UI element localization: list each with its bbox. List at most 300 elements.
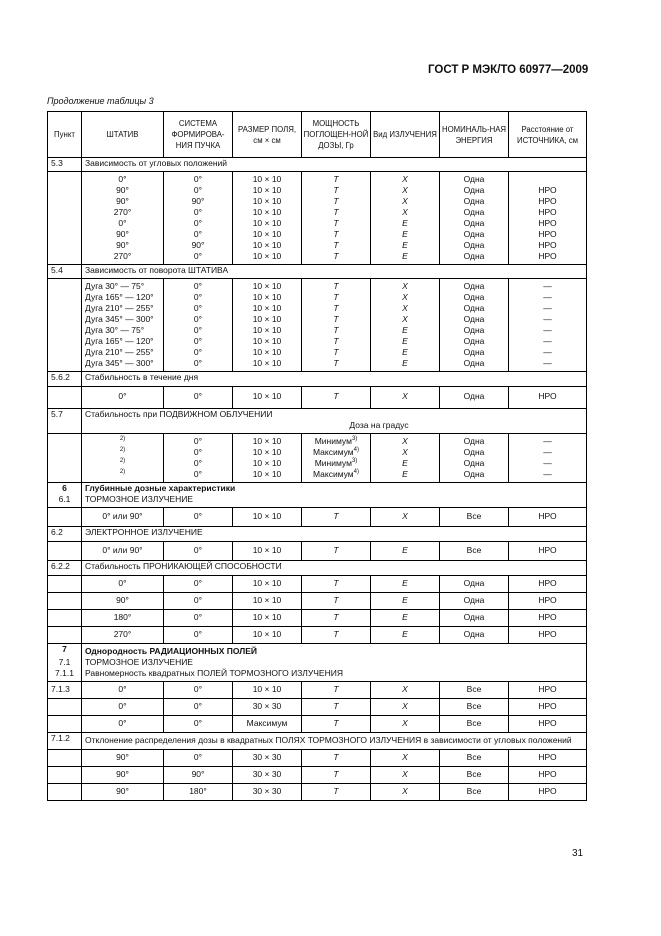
table-cell: T	[302, 698, 371, 715]
table-cell: 90°	[164, 240, 233, 251]
section-row	[48, 265, 587, 279]
table-row	[48, 347, 587, 358]
document-id: ГОСТ Р МЭК/ТО 60977—2009	[428, 64, 589, 76]
table-cell: 10 × 10	[233, 575, 302, 592]
table-cell: Одна	[440, 575, 509, 592]
table-cell: 0°	[164, 314, 233, 325]
table-cell: НРО	[509, 507, 587, 526]
table-cell: 10 × 10	[233, 436, 302, 447]
table-cell: Отклонение распределения дозы в квадратных ПОЛЯХ ТОРМОЗНОГО ИЗЛУЧЕНИЯ в зависимости от угловых положений	[82, 732, 587, 749]
table-cell: T	[302, 174, 371, 185]
table-row	[48, 749, 587, 766]
table-cell	[48, 196, 82, 207]
table-header-row	[48, 112, 587, 158]
table-cell: Все	[440, 783, 509, 800]
table-cell: T	[302, 218, 371, 229]
table-cell	[48, 458, 82, 469]
table-cell	[48, 174, 82, 185]
table-cell: T	[302, 358, 371, 369]
table-row	[48, 541, 587, 560]
table-cell	[302, 469, 371, 480]
table-row	[48, 626, 587, 643]
table-cell: 0°	[164, 592, 233, 609]
table-cell: Дуга 345° — 300°	[82, 358, 164, 369]
table-cell: E	[371, 347, 440, 358]
table-cell: 0° или 90°	[82, 541, 164, 560]
table-row	[48, 303, 587, 314]
table-cell: 90°	[82, 185, 164, 196]
dose-rate-label: Максимум	[313, 446, 354, 457]
table-cell: 0°	[164, 251, 233, 262]
table-cell: 0°	[164, 281, 233, 292]
section-row	[48, 668, 587, 682]
table-cell: НРО	[509, 229, 587, 240]
table-cell: 10 × 10	[233, 325, 302, 336]
table-cell: 0°	[164, 626, 233, 643]
table-cell: 0°	[164, 229, 233, 240]
table-cell: Дуга 30° — 75°	[82, 325, 164, 336]
table-cell: T	[302, 196, 371, 207]
col-header: Пункт	[48, 112, 82, 158]
table-cell: 10 × 10	[233, 347, 302, 358]
table-cell	[48, 336, 82, 347]
table-cell: X	[371, 715, 440, 732]
table-cell: X	[371, 185, 440, 196]
table-cell	[48, 185, 82, 196]
footnote-marker: 4)	[353, 468, 359, 475]
table-cell: 10 × 10	[233, 240, 302, 251]
table-cell: 0°	[164, 575, 233, 592]
table-cell: 0°	[164, 469, 233, 480]
table-cell: Одна	[440, 447, 509, 458]
table-cell: 5.7	[48, 408, 82, 420]
table-cell: —	[509, 347, 587, 358]
table-cell: НРО	[509, 218, 587, 229]
table-cell: 90°	[82, 783, 164, 800]
footnote-marker: 3)	[351, 457, 358, 464]
table-cell: X	[371, 314, 440, 325]
table-cell: 10 × 10	[233, 447, 302, 458]
table-cell: Стабильность в течение дня	[82, 372, 587, 387]
table-cell: E	[371, 541, 440, 560]
table-cell: НРО	[509, 196, 587, 207]
table-cell: Одна	[440, 207, 509, 218]
table-cell: НРО	[509, 541, 587, 560]
table-cell: 30 × 30	[233, 766, 302, 783]
table-cell: X	[371, 303, 440, 314]
table-cell: 7.1	[48, 657, 82, 668]
table-cell: 6.2	[48, 526, 82, 541]
table-cell	[48, 609, 82, 626]
table-cell: X	[371, 681, 440, 698]
section-row	[48, 372, 587, 387]
table-row	[48, 281, 587, 292]
table-cell: E	[371, 336, 440, 347]
section-row	[48, 657, 587, 668]
table-cell: 10 × 10	[233, 358, 302, 369]
table-cell: 270°	[82, 251, 164, 262]
table-cell: 0°	[164, 436, 233, 447]
table-cell	[48, 575, 82, 592]
table-cell	[48, 447, 82, 458]
table-cell: Глубинные дозные характеристики	[82, 482, 587, 494]
table-cell: X	[371, 281, 440, 292]
table-cell: 6	[48, 482, 82, 494]
table-cell: НРО	[509, 749, 587, 766]
table-cell: 0°	[164, 174, 233, 185]
table-cell: 90°	[82, 229, 164, 240]
section-row	[48, 643, 587, 657]
table-cell: 270°	[82, 207, 164, 218]
table-cell: 5.4	[48, 265, 82, 279]
table-row	[48, 609, 587, 626]
table-cell	[48, 218, 82, 229]
table-cell: Дуга 165° — 120°	[82, 292, 164, 303]
table-cell: Одна	[440, 358, 509, 369]
table-cell: 0°	[164, 336, 233, 347]
table-cell: 90°	[82, 592, 164, 609]
table-cell: X	[371, 698, 440, 715]
table-row	[48, 325, 587, 336]
table-cell: —	[509, 458, 587, 469]
table-cell: 7	[48, 643, 82, 657]
table-row	[48, 207, 587, 218]
table-cell: T	[302, 575, 371, 592]
table-cell: Все	[440, 541, 509, 560]
table-cell	[48, 420, 82, 434]
table-cell	[48, 783, 82, 800]
table-cell	[48, 507, 82, 526]
table-row	[48, 447, 587, 458]
section-row	[48, 494, 587, 508]
table-cell: 0°	[164, 207, 233, 218]
table-cell: Одна	[440, 458, 509, 469]
table-cell: Все	[440, 681, 509, 698]
table-cell: 2)	[82, 458, 164, 469]
table-cell: 10 × 10	[233, 507, 302, 526]
table-cell: Стабильность при ПОДВИЖНОМ ОБЛУЧЕНИИ	[82, 408, 587, 420]
table-cell: НРО	[509, 387, 587, 406]
table-cell: 10 × 10	[233, 387, 302, 406]
table-row	[48, 196, 587, 207]
table-cell: 10 × 10	[233, 185, 302, 196]
table-cell: 2)	[82, 447, 164, 458]
table-cell	[302, 458, 371, 469]
table-cell: Все	[440, 749, 509, 766]
table-cell: 30 × 30	[233, 749, 302, 766]
table-cell: 0°	[82, 174, 164, 185]
table-cell	[48, 387, 82, 406]
table-cell: 0°	[82, 698, 164, 715]
table-cell: НРО	[509, 609, 587, 626]
table-cell: E	[371, 458, 440, 469]
table-cell: НРО	[509, 626, 587, 643]
table-cell	[48, 715, 82, 732]
col-header: СИСТЕМА ФОРМИРОВА-НИЯ ПУЧКА	[164, 112, 233, 158]
table-cell: Зависимость от поворота ШТАТИВА	[82, 265, 587, 279]
table-cell: T	[302, 715, 371, 732]
table-continuation-caption: Продолжение таблицы 3	[47, 96, 154, 106]
table-cell: X	[371, 292, 440, 303]
section-row	[48, 526, 587, 541]
table-cell: 10 × 10	[233, 196, 302, 207]
table-row	[48, 174, 587, 185]
table-cell: НРО	[509, 575, 587, 592]
table-cell	[48, 766, 82, 783]
table-cell	[48, 303, 82, 314]
table-cell: 10 × 10	[233, 458, 302, 469]
section-row	[48, 732, 587, 749]
table-cell: T	[302, 507, 371, 526]
table-cell: —	[509, 469, 587, 480]
table-cell: 6.2.2	[48, 560, 82, 575]
table-cell: 0°	[164, 681, 233, 698]
table-cell: X	[371, 196, 440, 207]
table-cell: —	[509, 303, 587, 314]
table-cell: НРО	[509, 766, 587, 783]
table-cell: 0°	[164, 698, 233, 715]
table-cell: Все	[440, 766, 509, 783]
table-row	[48, 387, 587, 406]
table-cell: Все	[440, 715, 509, 732]
table-cell: 0°	[164, 609, 233, 626]
table-cell: Одна	[440, 626, 509, 643]
table-cell: 0°	[82, 575, 164, 592]
table-cell: Дуга 30° — 75°	[82, 281, 164, 292]
section-row	[48, 560, 587, 575]
section-row	[48, 158, 587, 172]
table-row	[48, 458, 587, 469]
table-cell: Дуга 210° — 255°	[82, 303, 164, 314]
table-cell: T	[302, 325, 371, 336]
table-cell: 0°	[164, 218, 233, 229]
table-cell: —	[509, 281, 587, 292]
table-row	[48, 240, 587, 251]
table-cell: T	[302, 314, 371, 325]
table-row	[48, 314, 587, 325]
table-row	[48, 436, 587, 447]
specification-table	[47, 111, 587, 801]
table-cell: T	[302, 292, 371, 303]
table-cell: —	[509, 447, 587, 458]
page-number: 31	[572, 848, 584, 859]
table-cell: 10 × 10	[233, 281, 302, 292]
table-row	[48, 507, 587, 526]
table-cell: Одна	[440, 229, 509, 240]
table-cell: 0°	[164, 347, 233, 358]
table-row	[48, 229, 587, 240]
dose-rate-label: Минимум	[314, 457, 352, 468]
table-cell: 0°	[164, 325, 233, 336]
footnote-marker: 3)	[351, 435, 358, 442]
table-cell	[302, 436, 371, 447]
table-cell: Одна	[440, 314, 509, 325]
table-cell: X	[371, 749, 440, 766]
table-cell: T	[302, 749, 371, 766]
table-cell: T	[302, 347, 371, 358]
table-row	[48, 218, 587, 229]
table-cell: Одна	[440, 336, 509, 347]
table-cell: X	[371, 447, 440, 458]
table-cell: Стабильность ПРОНИКАЮЩЕЙ СПОСОБНОСТИ	[82, 560, 587, 575]
section-row	[48, 482, 587, 494]
table-cell: 0°	[164, 185, 233, 196]
table-cell	[48, 251, 82, 262]
table-row	[48, 783, 587, 800]
table-cell: НРО	[509, 240, 587, 251]
table-cell: 7.1.3	[48, 681, 82, 698]
table-cell: 10 × 10	[233, 626, 302, 643]
table-cell: 0°	[164, 507, 233, 526]
table-cell: Доза на градус	[82, 420, 587, 434]
table-cell: 0°	[164, 458, 233, 469]
table-cell: Одна	[440, 469, 509, 480]
table-cell	[48, 281, 82, 292]
table-cell: Все	[440, 507, 509, 526]
table-cell: 0°	[82, 715, 164, 732]
table-cell: X	[371, 207, 440, 218]
table-cell: Одна	[440, 281, 509, 292]
table-cell: X	[371, 174, 440, 185]
table-cell	[48, 229, 82, 240]
table-cell: E	[371, 325, 440, 336]
table-cell: E	[371, 240, 440, 251]
table-cell	[48, 436, 82, 447]
table-cell: Одна	[440, 387, 509, 406]
table-cell: 180°	[82, 609, 164, 626]
table-cell: 2)	[82, 469, 164, 480]
table-cell: 10 × 10	[233, 609, 302, 626]
table-cell: 10 × 10	[233, 336, 302, 347]
table-cell: X	[371, 766, 440, 783]
table-row	[48, 469, 587, 480]
table-cell: Одна	[440, 325, 509, 336]
table-cell: НРО	[509, 783, 587, 800]
table-cell: 10 × 10	[233, 218, 302, 229]
col-header: РАЗМЕР ПОЛЯ, см × см	[233, 112, 302, 158]
table-cell	[48, 207, 82, 218]
table-cell: T	[302, 609, 371, 626]
table-cell: НРО	[509, 715, 587, 732]
table-cell: T	[302, 387, 371, 406]
table-cell: НРО	[509, 251, 587, 262]
table-cell: T	[302, 592, 371, 609]
table-cell: 30 × 30	[233, 783, 302, 800]
table-cell: T	[302, 681, 371, 698]
table-cell: E	[371, 229, 440, 240]
table-cell: T	[302, 766, 371, 783]
table-cell: X	[371, 783, 440, 800]
table-cell: Дуга 165° — 120°	[82, 336, 164, 347]
table-row	[48, 715, 587, 732]
table-cell: НРО	[509, 207, 587, 218]
table-row	[48, 358, 587, 369]
table-cell	[48, 592, 82, 609]
table-cell: 5.3	[48, 158, 82, 172]
table-cell: 0°	[82, 218, 164, 229]
table-cell: Одна	[440, 251, 509, 262]
table-cell	[48, 469, 82, 480]
table-cell: 0°	[164, 387, 233, 406]
table-cell: 10 × 10	[233, 469, 302, 480]
table-cell	[48, 347, 82, 358]
table-cell: E	[371, 575, 440, 592]
table-cell: 90°	[82, 749, 164, 766]
table-cell: 10 × 10	[233, 303, 302, 314]
table-cell: X	[371, 436, 440, 447]
table-cell: 10 × 10	[233, 292, 302, 303]
table-cell: Дуга 345° — 300°	[82, 314, 164, 325]
table-cell: 90°	[82, 240, 164, 251]
col-header: Вид ИЗЛУЧЕНИЯ	[371, 112, 440, 158]
table-cell: —	[509, 314, 587, 325]
table-cell: E	[371, 469, 440, 480]
table-cell: E	[371, 358, 440, 369]
table-row	[48, 766, 587, 783]
table-cell: 5.6.2	[48, 372, 82, 387]
table-cell: Равномерность квадратных ПОЛЕЙ ТОРМОЗНОГО ИЗЛУЧЕНИЯ	[82, 668, 587, 682]
table-cell	[509, 174, 587, 185]
table-cell: 2)	[82, 436, 164, 447]
table-cell: E	[371, 592, 440, 609]
table-row	[48, 681, 587, 698]
table-cell: 0°	[164, 749, 233, 766]
table-cell: 90°	[164, 196, 233, 207]
table-cell: 180°	[164, 783, 233, 800]
section-row	[48, 408, 587, 420]
table-row	[48, 575, 587, 592]
table-cell: Зависимость от угловых положений	[82, 158, 587, 172]
table-cell	[48, 325, 82, 336]
table-cell: Одна	[440, 592, 509, 609]
col-header: МОЩНОСТЬ ПОГЛОЩЕН-НОЙ ДОЗЫ, Гр	[302, 112, 371, 158]
table-cell	[48, 314, 82, 325]
table-cell: Одна	[440, 174, 509, 185]
table-cell: 270°	[82, 626, 164, 643]
table-cell: ЭЛЕКТРОННОЕ ИЗЛУЧЕНИЕ	[82, 526, 587, 541]
table-cell	[48, 698, 82, 715]
table-row	[48, 292, 587, 303]
table-cell: 7.1.2	[48, 732, 82, 749]
dose-rate-label: Минимум	[314, 435, 352, 446]
table-cell	[302, 447, 371, 458]
table-cell: T	[302, 281, 371, 292]
table-cell: Одна	[440, 609, 509, 626]
table-cell: 10 × 10	[233, 174, 302, 185]
table-cell: T	[302, 541, 371, 560]
table-cell: НРО	[509, 185, 587, 196]
table-cell: 90°	[164, 766, 233, 783]
table-cell: 30 × 30	[233, 698, 302, 715]
table-cell: Максимум	[233, 715, 302, 732]
table-cell: 0°	[82, 681, 164, 698]
table-cell: X	[371, 507, 440, 526]
table-cell	[48, 541, 82, 560]
table-cell: T	[302, 240, 371, 251]
table-cell	[48, 749, 82, 766]
table-cell: 10 × 10	[233, 229, 302, 240]
section-subtitle-row	[48, 420, 587, 434]
table-cell: Одна	[440, 303, 509, 314]
table-row	[48, 185, 587, 196]
table-cell: 0°	[164, 715, 233, 732]
table-cell: Одна	[440, 218, 509, 229]
table-cell: T	[302, 207, 371, 218]
footnote-marker: 4)	[353, 446, 359, 453]
table-cell: Дуга 210° — 255°	[82, 347, 164, 358]
table-cell: 10 × 10	[233, 207, 302, 218]
table-cell: —	[509, 292, 587, 303]
